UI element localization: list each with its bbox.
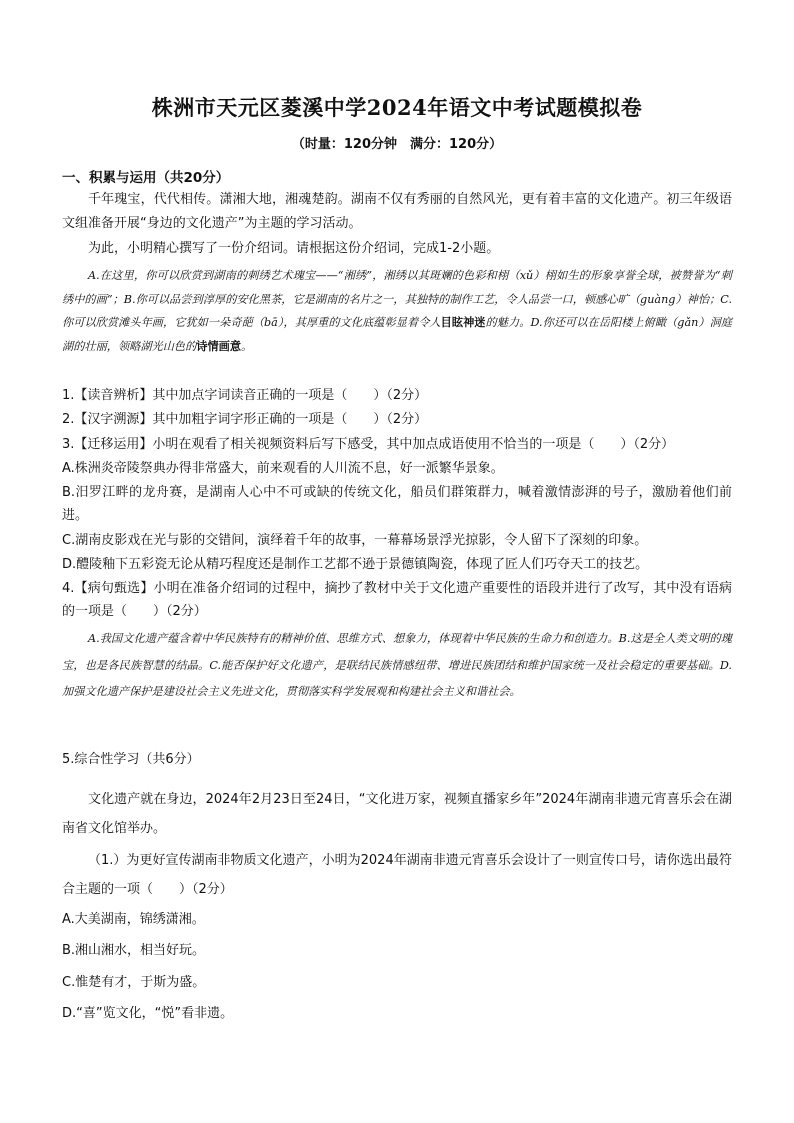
question-5-1-option-a: A.大美湖南，锦绣潇湘。 [62, 912, 205, 927]
question-3-option-d: D.醴陵釉下五彩瓷无论从精巧程度还是制作工艺都不逊于景德镇陶瓷，体现了匠人们巧夺天工的技艺。 [62, 557, 649, 572]
introduction-passage: A.在这里，你可以欣赏到湖南的刺绣艺术瑰宝——“湘绣”，湘绣以其斑斓的色彩和栩（xǔ）栩如生的形象享誉全球，被赞誉为“刺绣中的画”；B.你可以品尝到淳厚的安化黑茶，它是湖南的名片之一，其独特的制作工艺，令人品尝一口，顿感心旷（guàng）神怡；C.你可以欣赏滩头年画，它犹如一朵奇葩（bā），其厚重的文化底蕴彰显着令人目眩神迷的魅力。D.你还可以在岳阳楼上俯瞰（gǎn）洞庭湖的壮丽，领略湖光山色的诗情画意。 [62, 269, 732, 353]
question-5-intro: 文化遗产就在身边，2024年2月23日至24日，“文化进万家，视频直播家乡年”2024年湖南非遗元宵喜乐会在湖南省文化馆举办。 [62, 792, 732, 836]
bold-phrase: 诗情画意 [196, 338, 242, 353]
question-1: 1.【读音辨析】其中加点字词读音正确的一项是（ ）（2分） [62, 388, 428, 403]
question-4: 4.【病句甄选】小明在准备介绍词的过程中，摘抄了教材中关于文化遗产重要性的语段并进行了改写，其中没有语病的一项是（ ）（2分） [62, 581, 732, 619]
question-3: 3.【迁移运用】小明在观看了相关视频资料后写下感受，其中加点成语使用不恰当的一项是（ ）（2分） [62, 437, 675, 452]
question-3-option-c: C.湖南皮影戏在光与影的交错间，演绎着千年的故事，一幕幕场景浮光掠影，令人留下了深刻的印象。 [62, 533, 648, 548]
question-5-1-option-b: B.湘山湘水，相当好玩。 [62, 943, 206, 958]
question-3-option-a: A.株洲炎帝陵祭典办得非常盛大，前来观看的人川流不息，好一派繁华景象。 [62, 461, 504, 476]
section-heading: 一、积累与运用（共20分） [62, 170, 230, 186]
exam-info: （时量：120分钟 满分：120分） [291, 137, 503, 152]
bold-phrase: 目眩神迷 [440, 315, 486, 329]
question-5-1-option-c: C.惟楚有才，于斯为盛。 [62, 975, 206, 990]
question-2: 2.【汉字溯源】其中加粗字词字形正确的一项是（ ）（2分） [62, 412, 428, 427]
page-title: 株洲市天元区菱溪中学2024年语文中考试题模拟卷 [151, 95, 643, 120]
intro-paragraph: 千年瑰宝，代代相传。潇湘大地，湘魂楚韵。湖南不仅有秀丽的自然风光，更有着丰富的文化遗产。初三年级语文组准备开展“身边的文化遗产”为主题的学习活动。 [62, 192, 732, 231]
question-3-option-b: B.汨罗江畔的龙舟赛，是湖南人心中不可或缺的传统文化，船员们群策群力，喊着激情澎湃的号子，激励着他们前进。 [62, 485, 732, 523]
question-5: 5.综合性学习（共6分） [62, 752, 200, 767]
question-5-1-option-d: D.“喜”览文化，“悦”看非遗。 [62, 1006, 234, 1021]
question-4-passage: A.我国文化遗产蕴含着中华民族特有的精神价值、思维方式、想象力，体现着中华民族的生命力和创造力。B.这是全人类文明的瑰宝，也是各民族智慧的结晶。C.能否保护好文化遗产，是联结民族情感纽带、增进民族团结和维护国家统一及社会稳定的重要基础。D.加强文化遗产保护是建设社会主义先进文化，贯彻落实科学发展观和构建社会主义和谐社会。 [62, 632, 732, 698]
intro-paragraph-2: 为此，小明精心撰写了一份介绍词。请根据这份介绍词，完成1-2小题。 [88, 241, 500, 256]
question-5-1: （1.）为更好宣传湖南非物质文化遗产，小明为2024年湖南非遗元宵喜乐会设计了一则宣传口号，请你选出最符合主题的一项（ ）（2分） [62, 853, 732, 897]
